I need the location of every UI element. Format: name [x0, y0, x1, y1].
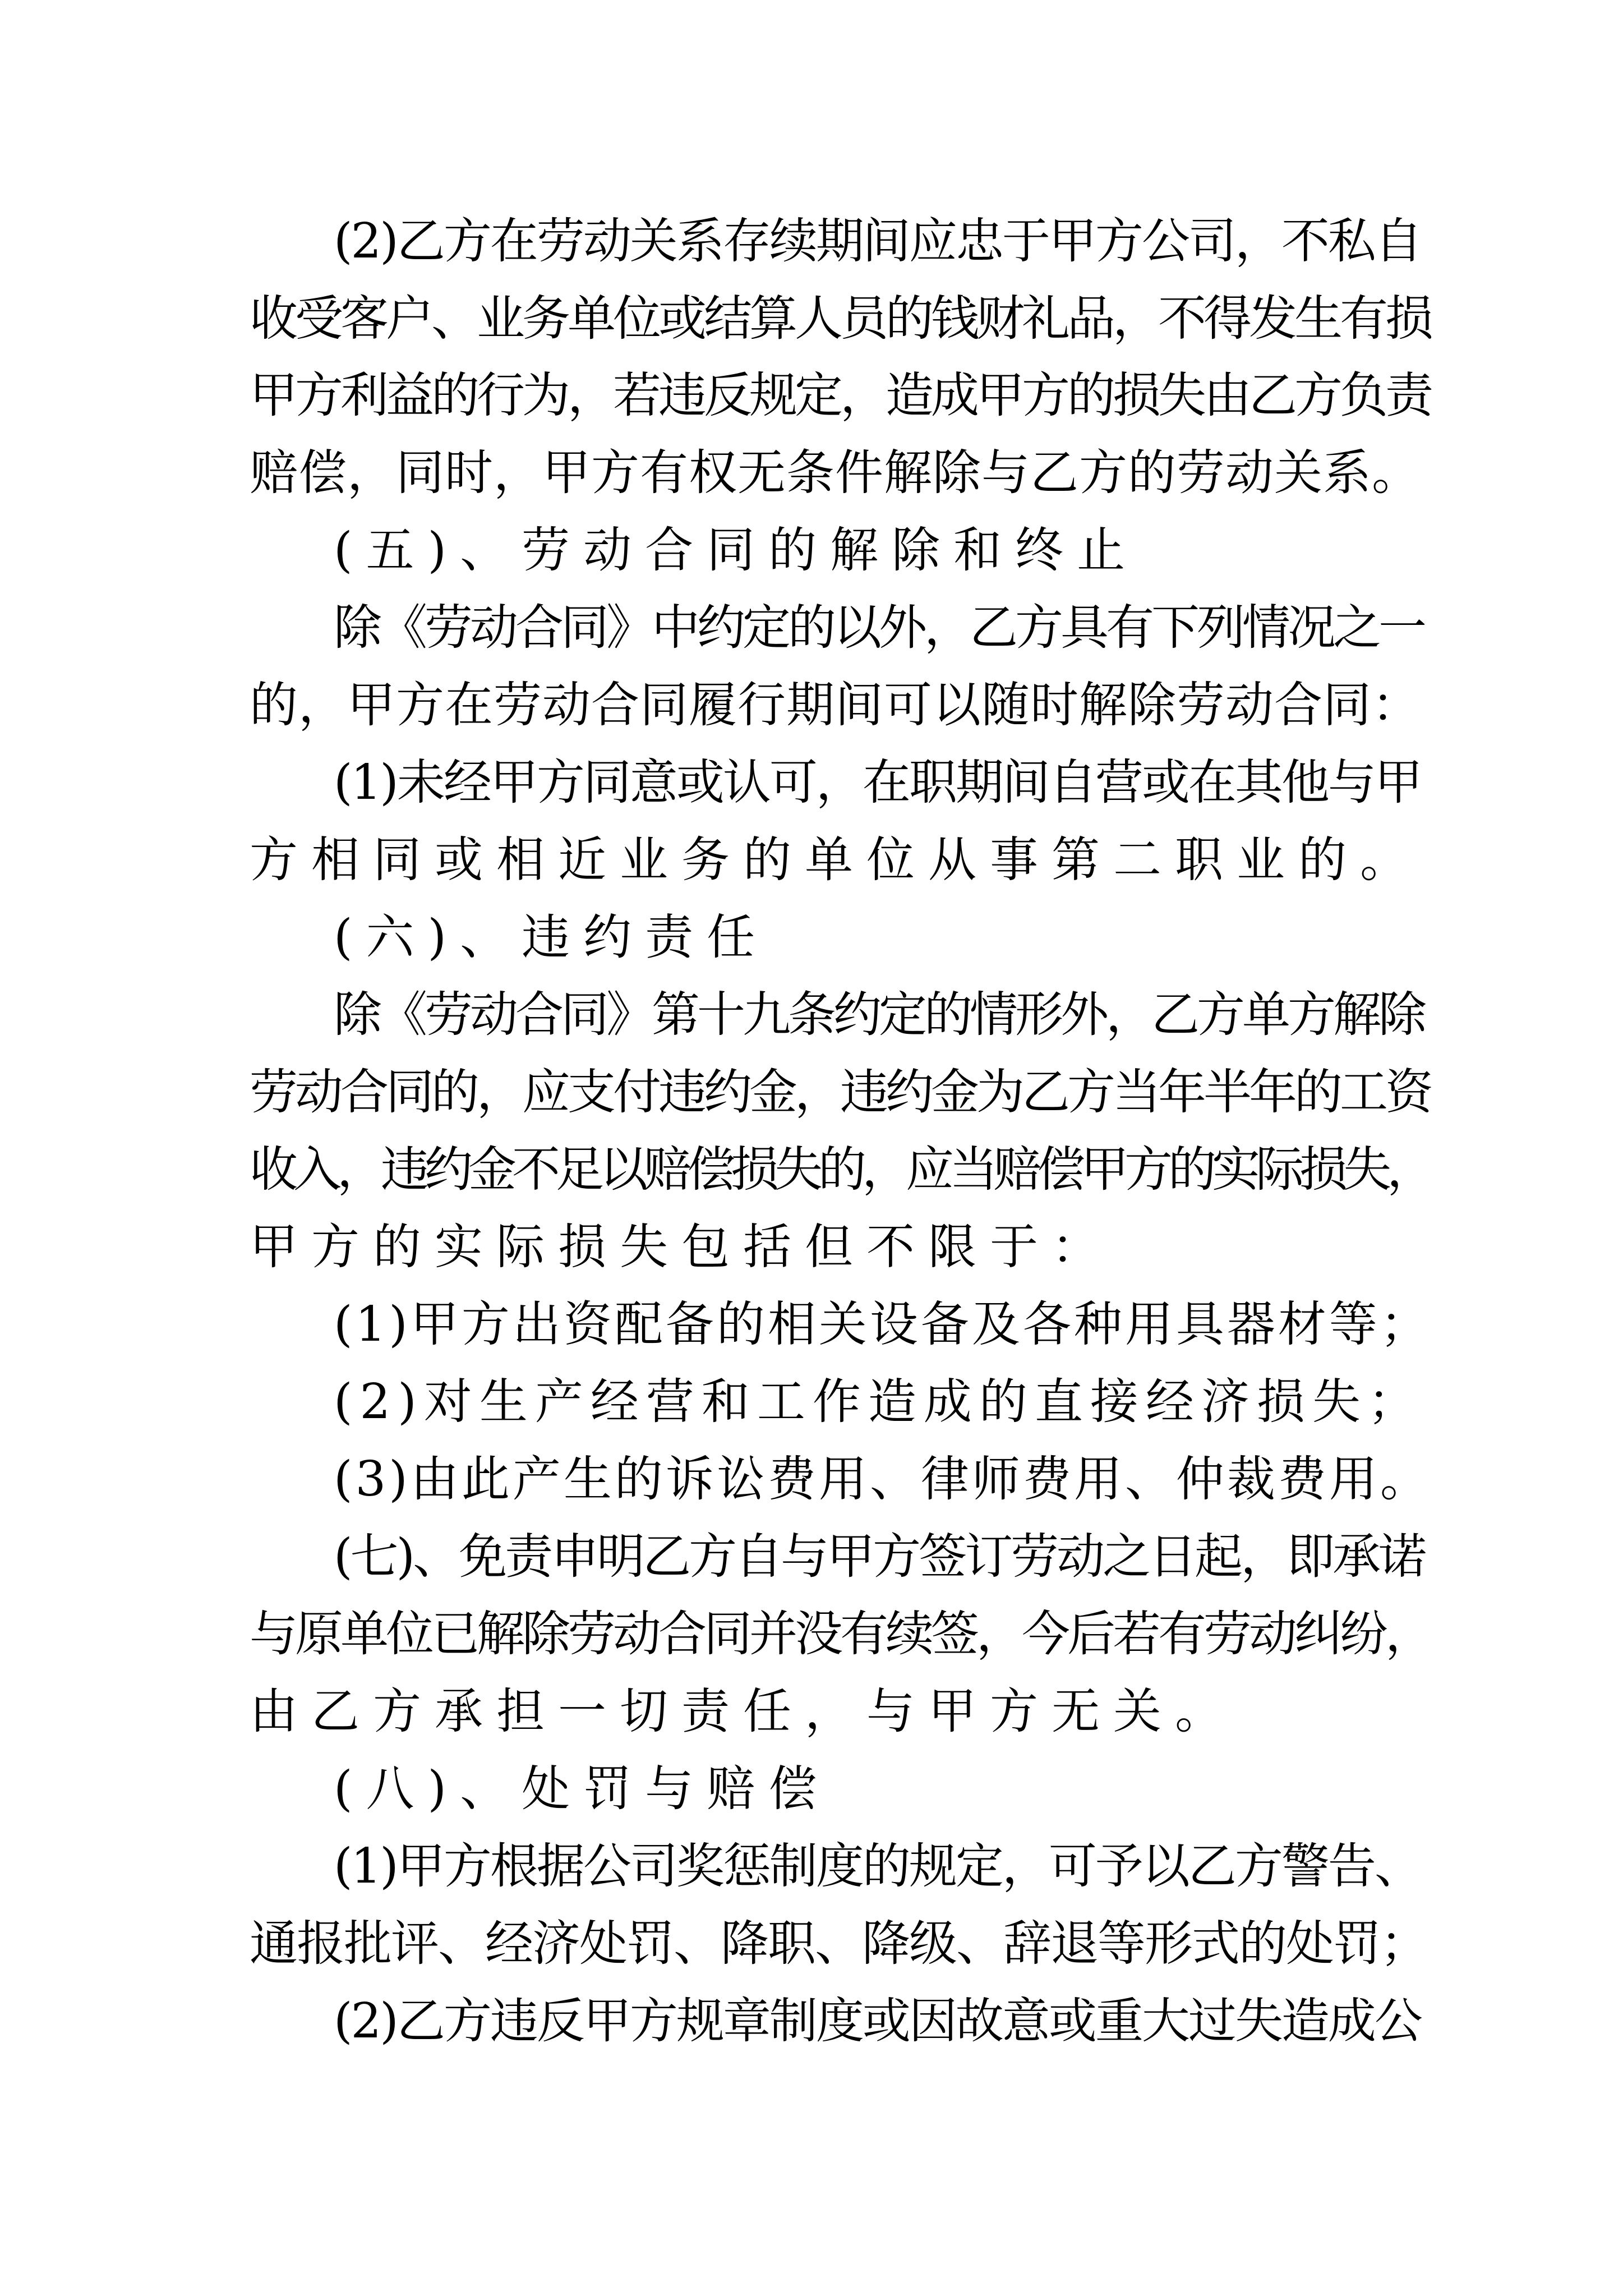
text-line: 除《劳动合同》第十九条约定的情形外，乙方单方解除 — [334, 987, 1424, 1043]
text-line: 方相同或相近业务的单位从事第二职业的。 — [250, 832, 1422, 888]
text-line: 收入，违约金不足以赔偿损失的，应当赔偿甲方的实际损失， — [250, 1142, 1431, 1198]
text-line: 收受客户、业务单位或结算人员的钱财礼品，不得发生有损 — [250, 291, 1431, 347]
section-heading: (五)、劳动合同的解除和终止 — [334, 522, 1139, 578]
text-line: 除《劳动合同》中约定的以外，乙方具有下列情况之一 — [334, 600, 1424, 656]
text-line: 甲方利益的行为，若违反规定，造成甲方的损失由乙方负责 — [250, 367, 1431, 424]
text-line: 甲方的实际损失包括但不限于： — [250, 1219, 1113, 1275]
text-line: 劳动合同的，应支付违约金，违约金为乙方当年半年的工资 — [250, 1064, 1431, 1120]
text-line: 的，甲方在劳动合同履行期间可以随时解除劳动合同： — [250, 677, 1421, 733]
section-heading: (六)、违约责任 — [334, 909, 769, 965]
text-line: (3)由此产生的诉讼费用、律师费用、仲裁费用。 — [334, 1451, 1431, 1507]
section-heading: (七)、免责申明乙方自与甲方签订劳动之日起，即承诺 — [334, 1529, 1425, 1585]
text-line: 赔偿，同时，甲方有权无条件解除与乙方的劳动关系。 — [250, 445, 1421, 501]
text-line: 与原单位已解除劳动合同并没有续签，今后若有劳动纠纷， — [250, 1606, 1431, 1662]
text-line: (1)甲方出资配备的相关设备及各种用具器材等； — [334, 1296, 1431, 1352]
text-line: (2)乙方在劳动关系存续期间应忠于甲方公司，不私自 — [334, 213, 1421, 269]
text-line: (1)未经甲方同意或认可，在职期间自营或在其他与甲 — [334, 754, 1421, 811]
text-line: (2)乙方违反甲方规章制度或因故意或重大过失造成公 — [334, 1993, 1421, 2049]
text-line: (1)甲方根据公司奖惩制度的规定，可予以乙方警告、 — [334, 1838, 1421, 1894]
text-line: (2)对生产经营和工作造成的直接经济损失； — [334, 1374, 1423, 1430]
text-line: 通报批评、经济处罚、降职、降级、辞退等形式的处罚； — [250, 1916, 1427, 1972]
section-heading: (八)、处罚与赔偿 — [334, 1761, 831, 1817]
text-line: 由乙方承担一切责任，与甲方无关。 — [250, 1683, 1237, 1740]
